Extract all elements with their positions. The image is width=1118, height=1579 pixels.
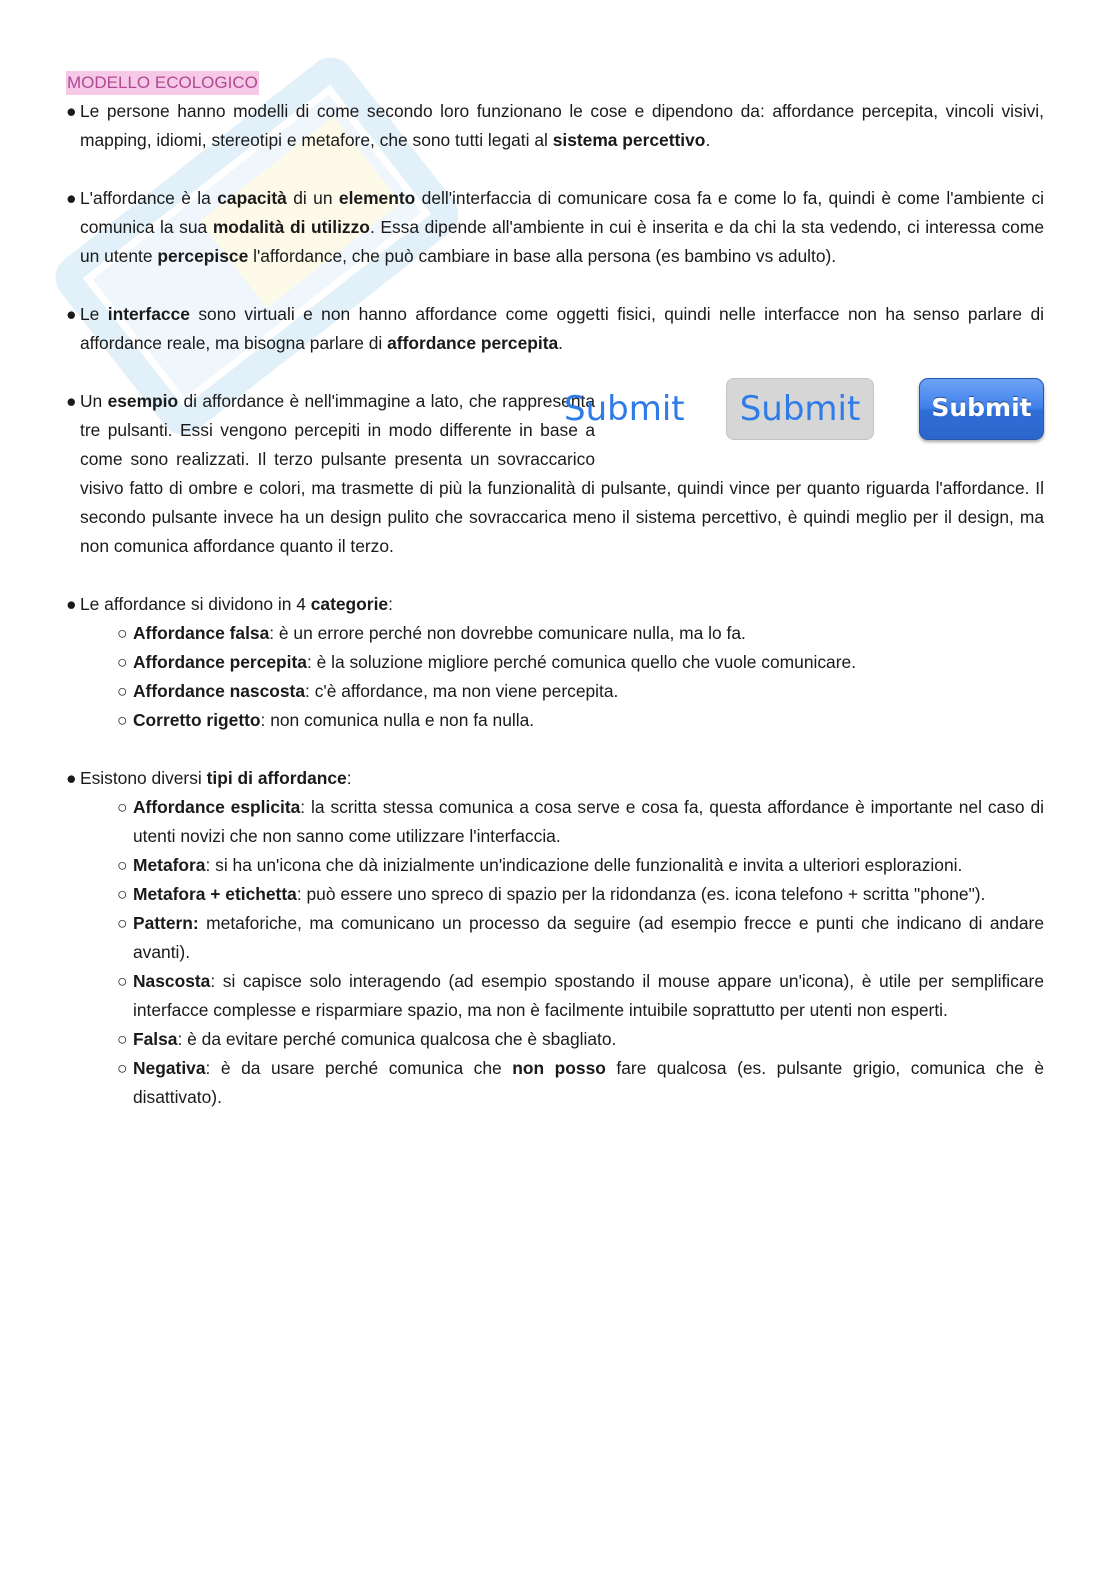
- circle-bullet-icon: ○: [117, 855, 128, 875]
- bullet-icon: ●: [66, 594, 77, 614]
- circle-bullet-icon: ○: [117, 710, 128, 730]
- bullet-icon: ●: [66, 188, 77, 208]
- submit-buttons-illustration: [562, 378, 1048, 442]
- text-run: : la scritta stessa comunica a cosa serve e cosa fa, questa affordance è importante nel caso di utenti novizi che non sanno come utilizzare l'interfaccia.: [133, 797, 1044, 846]
- bold-text: modalità di utilizzo: [212, 217, 370, 237]
- flat-submit-button: Submit: [564, 389, 685, 429]
- text-run: : è un errore perché non dovrebbe comunicare nulla, ma lo fa.: [269, 623, 746, 643]
- text-run: .: [705, 130, 711, 150]
- bold-text: Affordance esplicita: [133, 797, 301, 817]
- paragraph-text: [80, 594, 393, 614]
- bold-text: Falsa: [133, 1029, 178, 1049]
- list-item: [66, 1054, 1044, 1112]
- circle-bullet-icon: ○: [117, 1058, 128, 1078]
- text-run: L'affordance è la: [80, 188, 218, 208]
- text-run: Esistono diversi: [80, 768, 207, 788]
- bold-text: capacità: [217, 188, 287, 208]
- paragraph-categories: [66, 590, 1044, 735]
- bold-text: categorie: [310, 594, 389, 614]
- bold-text: Corretto rigetto: [133, 710, 261, 730]
- list-item: [66, 706, 1044, 735]
- bold-text: esempio: [107, 391, 179, 411]
- text-run: di affordance è nell'immagine a lato, che rappresenta tre pulsanti. Essi vengono percepiti in modo differente in base a come sono realizzati. Il terzo pulsante presenta un sovraccarico visivo fatto di ombre e colori, ma trasmette di più la funzionalità di pulsante, quindi vince per quanto riguarda l'affordance. Il secondo pulsante invece ha un design pulito che sovraccarica meno il sistema percettivo, è quindi meglio per il design, ma non comunica affordance quanto il terzo.: [80, 391, 1044, 556]
- bold-text: interfacce: [107, 304, 190, 324]
- text-run: : può essere uno spreco di spazio per la ridondanza (es. icona telefono + scritta "phone").: [296, 884, 986, 904]
- paragraph-text: [80, 304, 1044, 353]
- text-run: : è da usare perché comunica che: [205, 1058, 513, 1078]
- bold-text: affordance percepita: [387, 333, 559, 353]
- list-item-text: [133, 623, 746, 643]
- text-run: dell'interfaccia di comunicare cosa fa e come lo fa, quindi è come l'ambiente ci comunica la sua: [80, 188, 1045, 237]
- paragraph-text: [80, 768, 352, 788]
- paragraph-example: [66, 387, 1044, 561]
- circle-bullet-icon: ○: [117, 681, 128, 701]
- text-run: .: [558, 333, 564, 353]
- bold-text: Affordance percepita: [133, 652, 307, 672]
- bold-text: tipi di affordance: [206, 768, 347, 788]
- bold-text: Affordance falsa: [133, 623, 270, 643]
- paragraph-mental-models: [66, 97, 1044, 155]
- list-item-text: [133, 971, 1044, 1020]
- bold-text: Metafora + etichetta: [133, 884, 297, 904]
- list-item-text: [133, 855, 962, 875]
- grey-submit-button: Submit: [726, 378, 874, 440]
- list-item: [66, 677, 1044, 706]
- list-item: [66, 648, 1044, 677]
- circle-bullet-icon: ○: [117, 652, 128, 672]
- bullet-icon: ●: [66, 304, 77, 324]
- paragraph-text: [80, 101, 1044, 150]
- circle-bullet-icon: ○: [117, 884, 128, 904]
- text-run: Le: [80, 304, 108, 324]
- categories-list: [66, 619, 1044, 735]
- list-item: [66, 619, 1044, 648]
- text-run: : non comunica nulla e non fa nulla.: [260, 710, 535, 730]
- document-body: [66, 68, 1044, 1141]
- circle-bullet-icon: ○: [117, 1029, 128, 1049]
- text-run: :: [388, 594, 393, 614]
- text-run: Un: [80, 391, 108, 411]
- list-item-text: [133, 1058, 1044, 1107]
- list-item: [66, 909, 1044, 967]
- text-run: :: [346, 768, 352, 788]
- circle-bullet-icon: ○: [117, 971, 128, 991]
- text-run: fare qualcosa (es. pulsante grigio, comunica che è disattivato).: [133, 1058, 1044, 1107]
- bold-text: Pattern:: [133, 913, 199, 933]
- bold-text: non posso: [512, 1058, 606, 1078]
- bullet-icon: ●: [66, 768, 77, 788]
- list-item-text: [133, 797, 1044, 846]
- list-item-text: [133, 681, 618, 701]
- circle-bullet-icon: ○: [117, 913, 128, 933]
- glossy-submit-button: Submit: [919, 378, 1044, 440]
- text-run: . Essa dipende all'ambiente in cui è inserita e da chi la sta vedendo, ci interessa come un utente: [80, 217, 1044, 266]
- bold-text: sistema percettivo: [552, 130, 706, 150]
- list-item: [66, 967, 1044, 1025]
- text-run: Le affordance si dividono in 4: [80, 594, 311, 614]
- bold-text: Metafora: [133, 855, 206, 875]
- text-run: : si capisce solo interagendo (ad esempio spostando il mouse appare un'icona), è utile per semplificare interfacce complesse e risparmiare spazio, ma non è facilmente intuibile soprattutto per utenti non esperti.: [133, 971, 1044, 1020]
- bold-text: Negativa: [133, 1058, 206, 1078]
- text-run: di un: [286, 188, 339, 208]
- list-item: [66, 880, 1044, 909]
- list-item-text: [133, 884, 985, 904]
- types-list: [66, 793, 1044, 1112]
- bold-text: elemento: [338, 188, 416, 208]
- list-item: [66, 851, 1044, 880]
- text-run: sono virtuali e non hanno affordance come oggetti fisici, quindi nelle interfacce non ha senso parlare di affordance reale, ma bisogna parlare di: [80, 304, 1044, 353]
- list-item-text: [133, 913, 1044, 962]
- circle-bullet-icon: ○: [117, 623, 128, 643]
- bold-text: Affordance nascosta: [133, 681, 306, 701]
- text-run: : è da evitare perché comunica qualcosa che è sbagliato.: [177, 1029, 617, 1049]
- bullet-icon: ●: [66, 101, 77, 121]
- text-run: : si ha un'icona che dà inizialmente un'indicazione delle funzionalità e invita a ulteriori esplorazioni.: [205, 855, 963, 875]
- text-run: metaforiche, ma comunicano un processo da seguire (ad esempio frecce e punti che indicano di andare avanti).: [133, 913, 1044, 962]
- text-run: l'affordance, che può cambiare in base alla persona (es bambino vs adulto).: [248, 246, 837, 266]
- bold-text: Nascosta: [133, 971, 211, 991]
- list-item: [66, 1025, 1044, 1054]
- paragraph-affordance-definition: [66, 184, 1044, 271]
- paragraph-text: [80, 188, 1044, 266]
- list-item-text: [133, 710, 534, 730]
- text-run: Le persone hanno modelli di come secondo loro funzionano le cose e dipendono da: affordance percepita, vincoli visivi, mapping, idiomi, stereotipi e metafore, che sono tutti legati al: [80, 101, 1044, 150]
- bullet-icon: ●: [66, 391, 77, 411]
- list-item-text: [133, 652, 856, 672]
- paragraph-types: [66, 764, 1044, 1112]
- bold-text: percepisce: [157, 246, 249, 266]
- list-item-text: [133, 1029, 616, 1049]
- text-run: : c'è affordance, ma non viene percepita.: [305, 681, 619, 701]
- circle-bullet-icon: ○: [117, 797, 128, 817]
- text-run: : è la soluzione migliore perché comunica quello che vuole comunicare.: [306, 652, 857, 672]
- paragraph-virtual-interfaces: [66, 300, 1044, 358]
- list-item: [66, 793, 1044, 851]
- section-heading: MODELLO ECOLOGICO: [66, 71, 259, 95]
